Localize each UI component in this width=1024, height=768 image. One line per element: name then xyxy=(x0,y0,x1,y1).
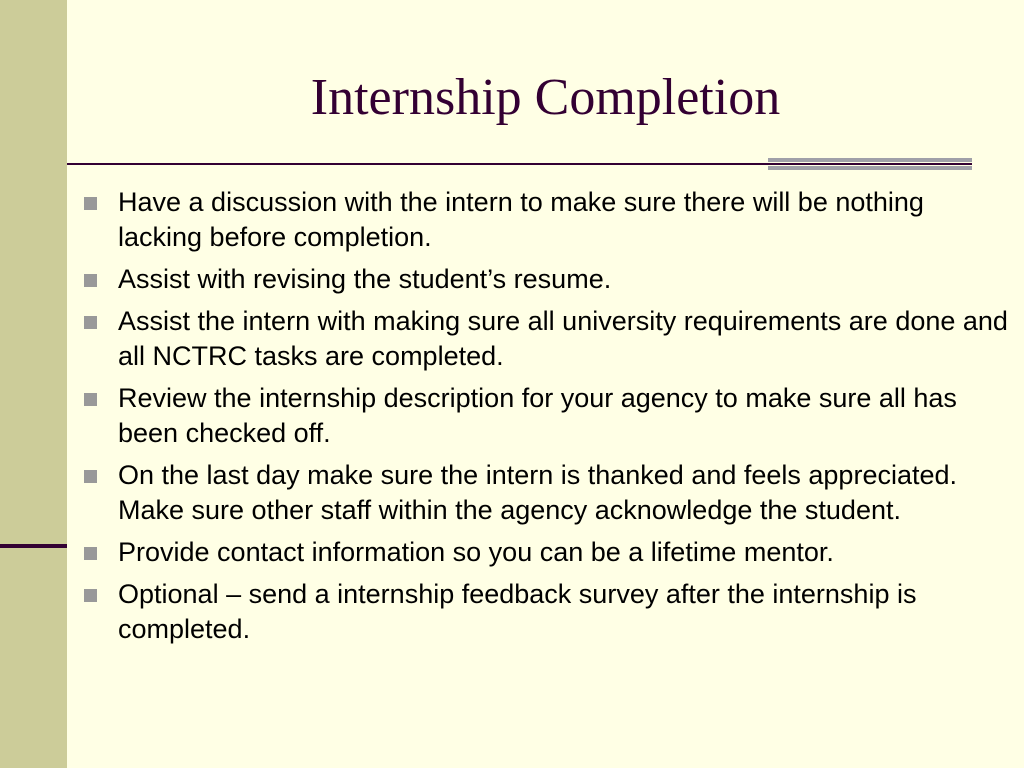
accent-bar-top xyxy=(768,158,972,162)
slide-title: Internship Completion xyxy=(310,69,781,126)
bullet-text: Optional – send a internship feedback survey after the internship is completed. xyxy=(118,579,917,644)
bullet-item xyxy=(84,185,1009,255)
accent-bar-bottom xyxy=(768,166,972,170)
bullet-item xyxy=(84,535,1009,570)
square-bullet-icon xyxy=(84,547,97,560)
bullet-item xyxy=(84,458,1009,528)
bullet-item xyxy=(84,262,1009,297)
side-band xyxy=(0,0,67,768)
bullet-text: Provide contact information so you can be a lifetime mentor. xyxy=(118,537,834,567)
accent-bars xyxy=(768,158,972,170)
bullet-text: On the last day make sure the intern is thanked and feels appreciated. Make sure other staff within the agency acknowledge the student. xyxy=(118,460,958,525)
bullet-text: Have a discussion with the intern to make sure there will be nothing lacking before completion. xyxy=(118,187,924,252)
bullet-item xyxy=(84,381,1009,451)
square-bullet-icon xyxy=(84,589,97,602)
bullet-item xyxy=(84,304,1009,374)
square-bullet-icon xyxy=(84,393,97,406)
bullet-text: Review the internship description for your agency to make sure all has been checked off. xyxy=(118,383,957,448)
square-bullet-icon xyxy=(84,274,97,287)
bullet-text: Assist the intern with making sure all university requirements are done and all NCTRC tasks are completed. xyxy=(118,306,1008,371)
square-bullet-icon xyxy=(84,470,97,483)
square-bullet-icon xyxy=(84,316,97,329)
bullet-list xyxy=(84,185,1009,654)
side-band-accent-line xyxy=(0,544,67,548)
square-bullet-icon xyxy=(84,197,97,210)
bullet-item xyxy=(84,577,1009,647)
bullet-text: Assist with revising the student’s resume. xyxy=(118,264,612,294)
